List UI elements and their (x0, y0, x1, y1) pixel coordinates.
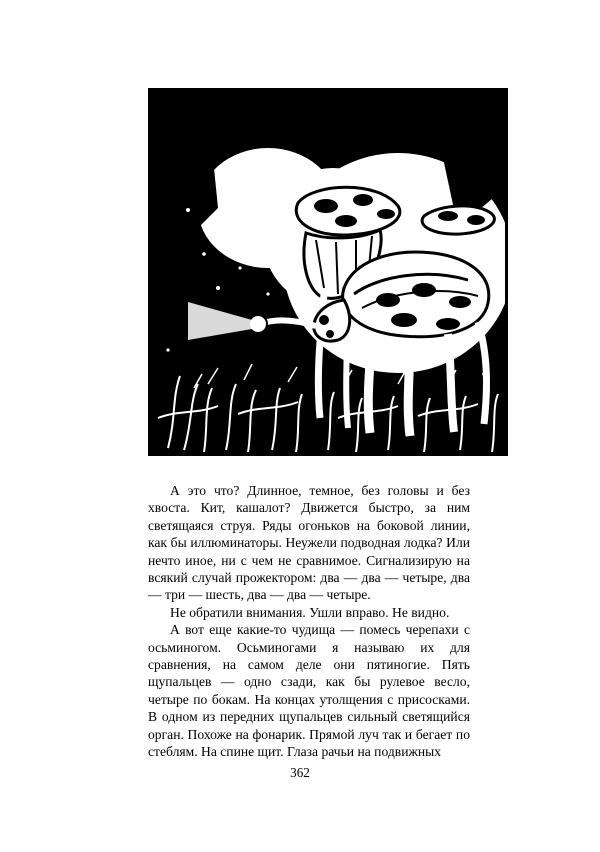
undersea-creatures-woodcut-icon (148, 88, 508, 456)
paragraph-3: А вот еще какие-то чудища — помесь черепахи с осьминогом. Осьминогами я называю их для сравнения, на самом деле они пятиногие. Пять щупальцев — одно сзади, как бы рулевое весло, четыре по бокам. На концах утолщения с присосками. В одном из передних щупальцев сильный светящийся орган. Похоже на фонарик. Прямой луч так и бегает по стеблям. На спине щит. Глаза рачьи на подвижных (148, 622, 470, 760)
paragraph-1: А это что? Длинное, темное, без головы и без хвоста. Кит, кашалот? Движется быстро, за ним светящаяся струя. Ряды огоньков на боковой линии, как бы иллюминаторы. Неужели подводная лодка? Или нечто иное, ни с чем не сравнимое. Сигнализирую на всякий случай прожектором: два — два — четыре, два — три — шесть, два — два — четыре. (148, 483, 470, 603)
page-number: 362 (290, 765, 310, 780)
body-text (148, 482, 470, 761)
illustration-figure (148, 88, 508, 456)
paragraph-2: Не обратили внимания. Ушли вправо. Не видно. (170, 604, 450, 620)
